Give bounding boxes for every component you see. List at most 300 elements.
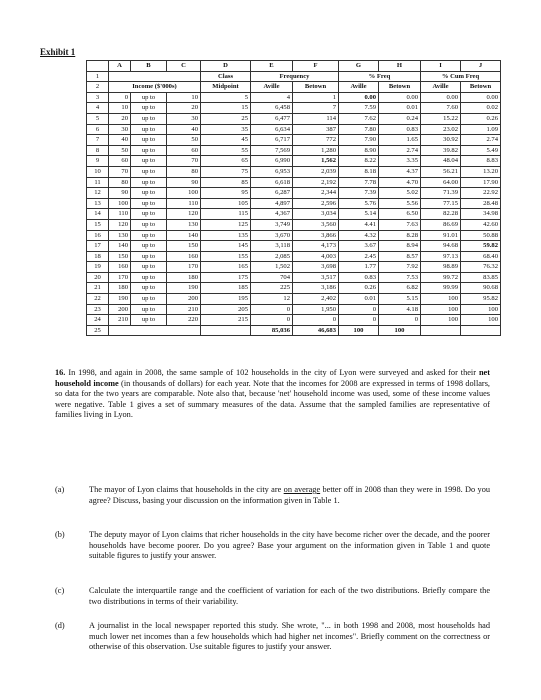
- up-to-cell: up to: [131, 145, 167, 156]
- aville-cum-cell: 71.39: [421, 188, 461, 199]
- aville-cum-cell: 94.68: [421, 241, 461, 252]
- betown-cum-cell: 22.92: [461, 188, 501, 199]
- table-row: [87, 177, 501, 188]
- aville-cum-cell: 99.72: [421, 272, 461, 283]
- up-to-cell: up to: [131, 272, 167, 283]
- aville-cum-cell: 48.04: [421, 156, 461, 167]
- aville-freq-cell: 3,670: [251, 230, 293, 241]
- part-a: [55, 485, 490, 517]
- table-row: [87, 262, 501, 273]
- header-aville-pct: Aville: [339, 82, 379, 93]
- betown-freq-cell: 3,517: [293, 272, 339, 283]
- aville-cum-cell: 91.01: [421, 230, 461, 241]
- midpoint-cell: 155: [201, 251, 251, 262]
- aville-freq-cell: 0: [251, 315, 293, 326]
- aville-freq-cell: 3,749: [251, 219, 293, 230]
- aville-cum-cell: 100: [421, 304, 461, 315]
- betown-pct-cell: 3.35: [379, 156, 421, 167]
- table-row: [87, 145, 501, 156]
- table-row: [87, 251, 501, 262]
- table-row: [87, 294, 501, 305]
- row-number: 18: [87, 251, 109, 262]
- header-aville-freq: Aville: [251, 82, 293, 93]
- table-row: [87, 135, 501, 146]
- betown-pct-cell: 7.53: [379, 272, 421, 283]
- midpoint-cell: 195: [201, 294, 251, 305]
- aville-cum-cell: 23.02: [421, 124, 461, 135]
- midpoint-cell: 5: [201, 92, 251, 103]
- betown-cum-cell: 0.02: [461, 103, 501, 114]
- col-letter-c: C: [167, 61, 201, 72]
- income-from-cell: 60: [109, 156, 131, 167]
- income-from-cell: 140: [109, 241, 131, 252]
- betown-freq-cell: 1: [293, 92, 339, 103]
- betown-cum-cell: 95.82: [461, 294, 501, 305]
- col-letter-g: G: [339, 61, 379, 72]
- income-from-cell: 110: [109, 209, 131, 220]
- aville-cum-cell: 39.82: [421, 145, 461, 156]
- row-number: 12: [87, 188, 109, 199]
- corner-cell: [87, 61, 109, 72]
- row-number: 3: [87, 92, 109, 103]
- betown-pct-cell: 7.92: [379, 262, 421, 273]
- aville-pct-cell: 8.90: [339, 145, 379, 156]
- aville-freq-cell: 6,717: [251, 135, 293, 146]
- betown-cum-cell: 17.90: [461, 177, 501, 188]
- midpoint-cell: 85: [201, 177, 251, 188]
- header-row-1: [87, 71, 501, 82]
- aville-freq-cell: 0: [251, 304, 293, 315]
- header-betown-freq: Betown: [293, 82, 339, 93]
- aville-freq-cell: 225: [251, 283, 293, 294]
- part-c-text: Calculate the interquartile range and the coefficient of variation for each of the two distributions. Briefly compare the two distributions in terms of their variability.: [89, 586, 490, 606]
- betown-pct-cell: 5.02: [379, 188, 421, 199]
- aville-freq-cell: 6,953: [251, 166, 293, 177]
- up-to-cell: up to: [131, 262, 167, 273]
- row-number: 15: [87, 219, 109, 230]
- aville-pct-cell: 5.14: [339, 209, 379, 220]
- betown-cum-cell: 1.09: [461, 124, 501, 135]
- aville-pct-cell: 0: [339, 304, 379, 315]
- midpoint-cell: 55: [201, 145, 251, 156]
- betown-freq-cell: 2,039: [293, 166, 339, 177]
- part-b-label: (b): [55, 530, 65, 539]
- income-from-cell: 160: [109, 262, 131, 273]
- betown-cum-cell: 0.26: [461, 113, 501, 124]
- row-number: 25: [87, 325, 109, 336]
- up-to-cell: up to: [131, 92, 167, 103]
- up-to-cell: up to: [131, 304, 167, 315]
- betown-cum-cell: 5.49: [461, 145, 501, 156]
- col-letter-b: B: [131, 61, 167, 72]
- aville-pct-cell: 0.00: [339, 92, 379, 103]
- aville-pct-cell: 8.18: [339, 166, 379, 177]
- aville-pct-cell: 8.22: [339, 156, 379, 167]
- betown-freq-cell: 3,698: [293, 262, 339, 273]
- betown-cum-cell: 42.60: [461, 219, 501, 230]
- aville-cum-cell: 100: [421, 294, 461, 305]
- betown-pct-cell: 7.63: [379, 219, 421, 230]
- income-to-cell: 130: [167, 219, 201, 230]
- income-from-cell: 90: [109, 188, 131, 199]
- betown-cum-cell: 28.48: [461, 198, 501, 209]
- header-aville-cum: Aville: [421, 82, 461, 93]
- income-from-cell: 50: [109, 145, 131, 156]
- up-to-cell: up to: [131, 198, 167, 209]
- income-to-cell: 220: [167, 315, 201, 326]
- income-from-cell: 120: [109, 219, 131, 230]
- betown-freq-cell: 2,344: [293, 188, 339, 199]
- row-number: 2: [87, 82, 109, 93]
- betown-pct-cell: 1.65: [379, 135, 421, 146]
- income-from-cell: 0: [109, 92, 131, 103]
- midpoint-cell: 165: [201, 262, 251, 273]
- aville-pct-cell: 7.39: [339, 188, 379, 199]
- col-letter-f: F: [293, 61, 339, 72]
- row-number: 14: [87, 209, 109, 220]
- betown-pct-cell: 0.24: [379, 113, 421, 124]
- betown-cum-cell: 50.88: [461, 230, 501, 241]
- table-row: [87, 166, 501, 177]
- income-from-cell: 30: [109, 124, 131, 135]
- betown-freq-cell: 3,560: [293, 219, 339, 230]
- question-text-1: In 1998, and again in 2008, the same sample of 102 households in the city of Lyon were surveyed and asked for their: [65, 368, 479, 377]
- up-to-cell: up to: [131, 166, 167, 177]
- part-b: [55, 530, 490, 574]
- betown-pct-cell: 5.56: [379, 198, 421, 209]
- column-letters-row: [87, 61, 501, 72]
- row-number: 17: [87, 241, 109, 252]
- up-to-cell: up to: [131, 103, 167, 114]
- up-to-cell: up to: [131, 241, 167, 252]
- betown-pct-cell: 4.70: [379, 177, 421, 188]
- betown-freq-cell: 2,192: [293, 177, 339, 188]
- aville-freq-cell: 3,118: [251, 241, 293, 252]
- income-to-cell: 170: [167, 262, 201, 273]
- betown-freq-cell: 4,173: [293, 241, 339, 252]
- income-from-cell: 200: [109, 304, 131, 315]
- aville-pct-cell: 7.80: [339, 124, 379, 135]
- part-a-text: [89, 485, 490, 506]
- betown-cum-cell: 90.68: [461, 283, 501, 294]
- totals-blank-cum-b: [461, 325, 501, 336]
- betown-pct-cell: 5.15: [379, 294, 421, 305]
- income-to-cell: 60: [167, 145, 201, 156]
- aville-cum-cell: 97.13: [421, 251, 461, 262]
- betown-freq-cell: 1,562: [293, 156, 339, 167]
- aville-freq-cell: 6,618: [251, 177, 293, 188]
- up-to-cell: up to: [131, 251, 167, 262]
- aville-freq-cell: 12: [251, 294, 293, 305]
- col-letter-a: A: [109, 61, 131, 72]
- income-to-cell: 100: [167, 188, 201, 199]
- aville-cum-cell: 77.15: [421, 198, 461, 209]
- part-a-emphasis: on average: [283, 485, 321, 494]
- aville-pct-cell: 7.78: [339, 177, 379, 188]
- totals-row: [87, 325, 501, 336]
- aville-cum-cell: 0.00: [421, 92, 461, 103]
- income-to-cell: 70: [167, 156, 201, 167]
- aville-freq-cell: 2,085: [251, 251, 293, 262]
- midpoint-cell: 145: [201, 241, 251, 252]
- income-from-cell: 20: [109, 113, 131, 124]
- income-to-cell: 80: [167, 166, 201, 177]
- midpoint-cell: 95: [201, 188, 251, 199]
- part-a-text-post: better off in 2008 than they were in 1998. Do you agree? Discuss, basing your discussion on the information given in Table 1.: [89, 485, 490, 505]
- row-number: 24: [87, 315, 109, 326]
- part-a-text-pre: The mayor of Lyon claims that households in the city are: [89, 485, 284, 494]
- row-number: 1: [87, 71, 109, 82]
- betown-pct-cell: 8.57: [379, 251, 421, 262]
- betown-freq-cell: 3,034: [293, 209, 339, 220]
- income-from-cell: 190: [109, 294, 131, 305]
- aville-freq-cell: 4,897: [251, 198, 293, 209]
- table-row: [87, 103, 501, 114]
- row-number: 20: [87, 272, 109, 283]
- row-number: 9: [87, 156, 109, 167]
- aville-pct-cell: 4.41: [339, 219, 379, 230]
- part-b-text: The deputy mayor of Lyon claims that richer households in the city have become richer over the decade, and the poorer households have become poorer. Do you agree? Base your argument on the information given in Table 1 and quote suitable figures to justify your answer.: [89, 530, 490, 561]
- betown-freq-cell: 0: [293, 315, 339, 326]
- aville-pct-cell: 1.77: [339, 262, 379, 273]
- col-letter-d: D: [201, 61, 251, 72]
- exhibit-title: Exhibit 1: [40, 47, 76, 57]
- betown-pct-cell: 0.01: [379, 103, 421, 114]
- header-class: Class: [201, 71, 251, 82]
- row-number: 11: [87, 177, 109, 188]
- table-row: [87, 113, 501, 124]
- col-letter-j: J: [461, 61, 501, 72]
- up-to-cell: up to: [131, 113, 167, 124]
- income-to-cell: 210: [167, 304, 201, 315]
- income-to-cell: 150: [167, 241, 201, 252]
- income-from-cell: 40: [109, 135, 131, 146]
- part-c: [55, 586, 490, 608]
- header-row-2: [87, 82, 501, 93]
- betown-pct-cell: 0: [379, 315, 421, 326]
- aville-cum-cell: 7.60: [421, 103, 461, 114]
- up-to-cell: up to: [131, 315, 167, 326]
- betown-cum-cell: 13.20: [461, 166, 501, 177]
- table-row: [87, 188, 501, 199]
- header-pct-freq: % Freq: [339, 71, 421, 82]
- midpoint-cell: 135: [201, 230, 251, 241]
- income-to-cell: 160: [167, 251, 201, 262]
- row-number: 22: [87, 294, 109, 305]
- midpoint-cell: 215: [201, 315, 251, 326]
- up-to-cell: up to: [131, 219, 167, 230]
- betown-freq-cell: 7: [293, 103, 339, 114]
- table-row: [87, 156, 501, 167]
- income-to-cell: 50: [167, 135, 201, 146]
- betown-cum-cell: 100: [461, 304, 501, 315]
- betown-cum-cell: 59.82: [461, 241, 501, 252]
- betown-freq-cell: 772: [293, 135, 339, 146]
- total-betown-freq: 46,683: [293, 325, 339, 336]
- income-from-cell: 10: [109, 103, 131, 114]
- up-to-cell: up to: [131, 283, 167, 294]
- up-to-cell: up to: [131, 177, 167, 188]
- up-to-cell: up to: [131, 124, 167, 135]
- header-frequency: Frequency: [251, 71, 339, 82]
- part-d-label: (d): [55, 621, 65, 630]
- betown-cum-cell: 34.98: [461, 209, 501, 220]
- header-income: Income ($'000s): [109, 82, 201, 93]
- table-row: [87, 230, 501, 241]
- income-to-cell: 40: [167, 124, 201, 135]
- header-cum-freq: % Cum Freq: [421, 71, 501, 82]
- row-number: 13: [87, 198, 109, 209]
- table-row: [87, 124, 501, 135]
- aville-pct-cell: 0.01: [339, 294, 379, 305]
- aville-pct-cell: 7.62: [339, 113, 379, 124]
- betown-pct-cell: 6.50: [379, 209, 421, 220]
- row-number: 5: [87, 113, 109, 124]
- row-number: 23: [87, 304, 109, 315]
- total-aville-pct: 100: [339, 325, 379, 336]
- question-bold-term: net household income: [55, 368, 490, 388]
- row-number: 10: [87, 166, 109, 177]
- income-from-cell: 170: [109, 272, 131, 283]
- betown-freq-cell: 2,402: [293, 294, 339, 305]
- midpoint-cell: 35: [201, 124, 251, 135]
- aville-cum-cell: 100: [421, 315, 461, 326]
- betown-cum-cell: 100: [461, 315, 501, 326]
- betown-pct-cell: 0.83: [379, 124, 421, 135]
- row-number: 7: [87, 135, 109, 146]
- totals-blank: [109, 325, 201, 336]
- betown-pct-cell: 4.18: [379, 304, 421, 315]
- part-d-text: A journalist in the local newspaper reported this study. She wrote, "... in both 1998 and 2008, most households had much lower net incomes than a few households which had higher net incomes". Briefly comment on the correctness or otherwise of this observation. Use suitable figures to justify your answer.: [89, 621, 490, 652]
- up-to-cell: up to: [131, 294, 167, 305]
- aville-pct-cell: 3.67: [339, 241, 379, 252]
- midpoint-cell: 105: [201, 198, 251, 209]
- betown-pct-cell: 8.28: [379, 230, 421, 241]
- table-row: [87, 272, 501, 283]
- aville-freq-cell: 6,287: [251, 188, 293, 199]
- up-to-cell: up to: [131, 135, 167, 146]
- table-row: [87, 92, 501, 103]
- col-letter-i: I: [421, 61, 461, 72]
- aville-freq-cell: 4,367: [251, 209, 293, 220]
- aville-pct-cell: 7.90: [339, 135, 379, 146]
- table-row: [87, 209, 501, 220]
- aville-pct-cell: 4.32: [339, 230, 379, 241]
- part-c-label: (c): [55, 586, 65, 595]
- part-a-label: (a): [55, 485, 65, 494]
- aville-freq-cell: 704: [251, 272, 293, 283]
- frequency-table: [86, 60, 501, 336]
- income-to-cell: 180: [167, 272, 201, 283]
- aville-pct-cell: 0.26: [339, 283, 379, 294]
- up-to-cell: up to: [131, 209, 167, 220]
- aville-cum-cell: 82.28: [421, 209, 461, 220]
- header-betown-pct: Betown: [379, 82, 421, 93]
- aville-pct-cell: 2.45: [339, 251, 379, 262]
- totals-blank-midpoint: [201, 325, 251, 336]
- income-to-cell: 10: [167, 92, 201, 103]
- aville-cum-cell: 15.22: [421, 113, 461, 124]
- aville-freq-cell: 6,634: [251, 124, 293, 135]
- up-to-cell: up to: [131, 188, 167, 199]
- midpoint-cell: 15: [201, 103, 251, 114]
- betown-freq-cell: 3,186: [293, 283, 339, 294]
- row-number: 4: [87, 103, 109, 114]
- table-row: [87, 283, 501, 294]
- aville-cum-cell: 98.89: [421, 262, 461, 273]
- income-to-cell: 30: [167, 113, 201, 124]
- row-number: 21: [87, 283, 109, 294]
- betown-freq-cell: 3,866: [293, 230, 339, 241]
- midpoint-cell: 205: [201, 304, 251, 315]
- betown-cum-cell: 68.40: [461, 251, 501, 262]
- income-to-cell: 90: [167, 177, 201, 188]
- income-to-cell: 140: [167, 230, 201, 241]
- table-row: [87, 304, 501, 315]
- betown-cum-cell: 0.00: [461, 92, 501, 103]
- header-blank: [109, 71, 201, 82]
- income-to-cell: 120: [167, 209, 201, 220]
- betown-freq-cell: 387: [293, 124, 339, 135]
- betown-freq-cell: 1,280: [293, 145, 339, 156]
- row-number: 19: [87, 262, 109, 273]
- income-to-cell: 200: [167, 294, 201, 305]
- income-from-cell: 100: [109, 198, 131, 209]
- midpoint-cell: 125: [201, 219, 251, 230]
- aville-pct-cell: 0: [339, 315, 379, 326]
- betown-freq-cell: 114: [293, 113, 339, 124]
- col-letter-h: H: [379, 61, 421, 72]
- income-from-cell: 130: [109, 230, 131, 241]
- question-number: 16.: [55, 368, 66, 377]
- income-from-cell: 80: [109, 177, 131, 188]
- table-row: [87, 219, 501, 230]
- aville-freq-cell: 6,990: [251, 156, 293, 167]
- total-aville-freq: 85,036: [251, 325, 293, 336]
- up-to-cell: up to: [131, 156, 167, 167]
- aville-pct-cell: 0.83: [339, 272, 379, 283]
- income-from-cell: 180: [109, 283, 131, 294]
- table-row: [87, 241, 501, 252]
- income-from-cell: 210: [109, 315, 131, 326]
- betown-freq-cell: 2,596: [293, 198, 339, 209]
- betown-pct-cell: 0.00: [379, 92, 421, 103]
- betown-pct-cell: 4.37: [379, 166, 421, 177]
- aville-cum-cell: 56.21: [421, 166, 461, 177]
- header-midpoint: Midpoint: [201, 82, 251, 93]
- totals-blank-cum-a: [421, 325, 461, 336]
- income-from-cell: 150: [109, 251, 131, 262]
- question-16: [55, 368, 490, 421]
- header-betown-cum: Betown: [461, 82, 501, 93]
- aville-freq-cell: 6,458: [251, 103, 293, 114]
- betown-freq-cell: 4,003: [293, 251, 339, 262]
- aville-freq-cell: 6,477: [251, 113, 293, 124]
- midpoint-cell: 25: [201, 113, 251, 124]
- betown-freq-cell: 1,950: [293, 304, 339, 315]
- midpoint-cell: 65: [201, 156, 251, 167]
- aville-cum-cell: 86.69: [421, 219, 461, 230]
- aville-pct-cell: 7.59: [339, 103, 379, 114]
- midpoint-cell: 45: [201, 135, 251, 146]
- question-text-2: (in thousands of dollars) for each year. Note that the incomes for 2008 are expressed in terms of 1998 dollars, so data for the two years are comparable. Note also that, because 'net' household income was used, some of these income values were negative. Table 1 gives a set of summary measures of the data. Assume that the sampled families are representative of families living in Lyon.: [55, 378, 490, 420]
- betown-cum-cell: 83.85: [461, 272, 501, 283]
- betown-pct-cell: 2.74: [379, 145, 421, 156]
- betown-cum-cell: 76.32: [461, 262, 501, 273]
- table-row: [87, 315, 501, 326]
- total-betown-pct: 100: [379, 325, 421, 336]
- betown-cum-cell: 2.74: [461, 135, 501, 146]
